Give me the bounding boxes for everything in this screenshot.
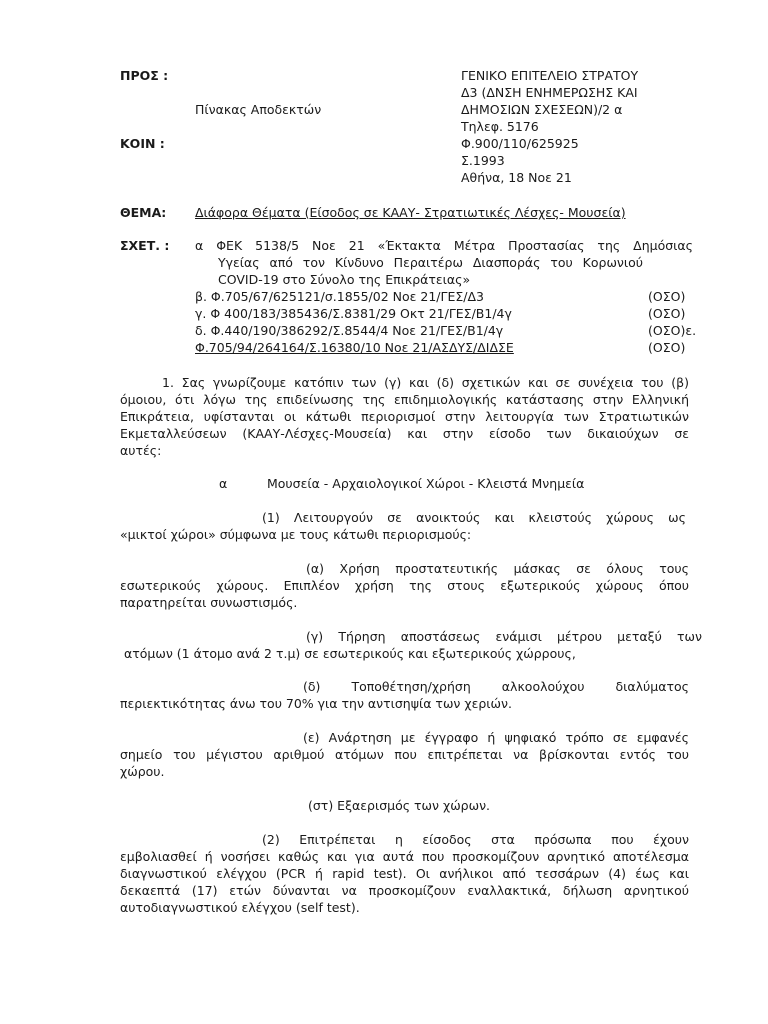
item-2-first: (2) Επιτρέπεται η είσοδος στα πρόσωπα που έχουν xyxy=(262,832,689,847)
paragraph-1: όμοιου, ότι λόγω της επιδείνωσης της επιδημιολογικής κατάστασης στην Ελληνική Επικράτεια, υφίστανται οι κάτωθι περιορισμοί στην λειτουργία των Στρατιωτικών Εκμεταλλεύσεων (ΚΑΑΥ-Λέσχες-Μουσεία) και στην είσοδο των δικαιούχων σε αυτές: xyxy=(120,392,689,458)
subject-label: ΘΕΜΑ: xyxy=(120,205,167,220)
sender-line: Φ.900/110/625925 xyxy=(461,136,579,151)
to-recipients: Πίνακας Αποδεκτών xyxy=(195,102,322,117)
reference-e: Φ.705/94/264164/Σ.16380/10 Νοε 21/ΑΣΔΥΣ/ΔΙΔΣΕ xyxy=(195,340,514,355)
reference-d-tag: (ΟΣΟ)ε. xyxy=(648,323,697,338)
reference-a: α ΦΕΚ 5138/5 Νοε 21 «Έκτακτα Μέτρα Προστασίας της Δημόσιας xyxy=(195,238,693,253)
item-d-cont: περιεκτικότητας άνω του 70% για την αντισηψία των χεριών. xyxy=(120,696,512,711)
section-a-title: Μουσεία - Αρχαιολογικοί Χώροι - Κλειστά Μνημεία xyxy=(267,476,585,491)
item-1-cont: «μικτοί χώροι» σύμφωνα με τους κάτωθι περιορισμούς: xyxy=(120,527,472,542)
to-label: ΠΡΟΣ : xyxy=(120,68,169,83)
item-d-first: (δ) Τοποθέτηση/χρήση αλκοολούχου διαλύματος xyxy=(303,679,689,694)
item-e-first: (ε) Ανάρτηση με έγγραφο ή ψηφιακό τρόπο σε εμφανές xyxy=(303,730,689,745)
reference-a-cont: Υγείας από τον Κίνδυνο Περαιτέρω Διασποράς του Κορωνιού COVID-19 στο Σύνολο της Επικράτειας» xyxy=(218,255,643,287)
item-1-first: (1) Λειτουργούν σε ανοικτούς και κλειστούς χώρους ως xyxy=(262,510,686,525)
section-a-letter: α xyxy=(219,476,228,491)
paragraph-1-first: 1. Σας γνωρίζουμε κατόπιν των (γ) και (δ) σχετικών και σε συνέχεια του (β) xyxy=(162,375,689,390)
reference-e-tag: (ΟΣΟ) xyxy=(648,340,686,355)
item-a-first: (α) Χρήση προστατευτικής μάσκας σε όλους τους xyxy=(306,561,689,576)
cc-label: ΚΟΙΝ : xyxy=(120,136,165,151)
sender-line: Σ.1993 xyxy=(461,153,505,168)
reference-b-tag: (ΟΣΟ) xyxy=(648,289,686,304)
sender-line: ΔΗΜΟΣΙΩΝ ΣΧΕΣΕΩΝ)/2 α xyxy=(461,102,623,117)
sender-line: Αθήνα, 18 Νοε 21 xyxy=(461,170,572,185)
sender-line: Δ3 (ΔΝΣΗ ΕΝΗΜΕΡΩΣΗΣ ΚΑΙ xyxy=(461,85,638,100)
sender-line: Τηλεφ. 5176 xyxy=(461,119,539,134)
sender-line: ΓΕΝΙΚΟ ΕΠΙΤΕΛΕΙΟ ΣΤΡΑΤΟΥ xyxy=(461,68,639,83)
item-2-cont: εμβολιασθεί ή νοσήσει καθώς και για αυτά που προσκομίζουν αρνητικό αποτέλεσμα διαγνωστικού ελέγχου (PCR ή rapid test). Οι ανήλικοι από τεσσάρων (4) έως και δεκαεπτά (17) ετών δύνανται να προσκομίζουν εναλλακτικά, δήλωση αρνητικού αυτοδιαγνωστικού ελέγχου (self test). xyxy=(120,849,689,915)
subject-text: Διάφορα Θέματα (Είσοδος σε ΚΑΑΥ- Στρατιωτικές Λέσχες- Μουσεία) xyxy=(195,205,626,220)
reference-g: γ. Φ 400/183/385436/Σ.8381/29 Οκτ 21/ΓΕΣ/Β1/4γ xyxy=(195,306,512,321)
references-label: ΣΧΕΤ. : xyxy=(120,238,170,253)
reference-g-tag: (ΟΣΟ) xyxy=(648,306,686,321)
item-st: (στ) Εξαερισμός των χώρων. xyxy=(308,798,491,813)
reference-b: β. Φ.705/67/625121/σ.1855/02 Νοε 21/ΓΕΣ/Δ3 xyxy=(195,289,484,304)
item-e-cont: σημείο του μέγιστου αριθμού ατόμων που επιτρέπεται να βρίσκονται εντός του χώρου. xyxy=(120,747,689,779)
item-g-cont: ατόμων (1 άτομο ανά 2 τ.μ) σε εσωτερικούς και εξωτερικούς χώρρους, xyxy=(124,646,576,661)
reference-d: δ. Φ.440/190/386292/Σ.8544/4 Νοε 21/ΓΕΣ/Β1/4γ xyxy=(195,323,504,338)
item-g-first: (γ) Τήρηση αποστάσεως ενάμισι μέτρου μεταξύ των xyxy=(306,629,702,644)
item-a-cont: εσωτερικούς χώρους. Επιπλέον χρήση της στους εξωτερικούς χώρους όπου παρατηρείται συνωστισμός. xyxy=(120,578,689,610)
